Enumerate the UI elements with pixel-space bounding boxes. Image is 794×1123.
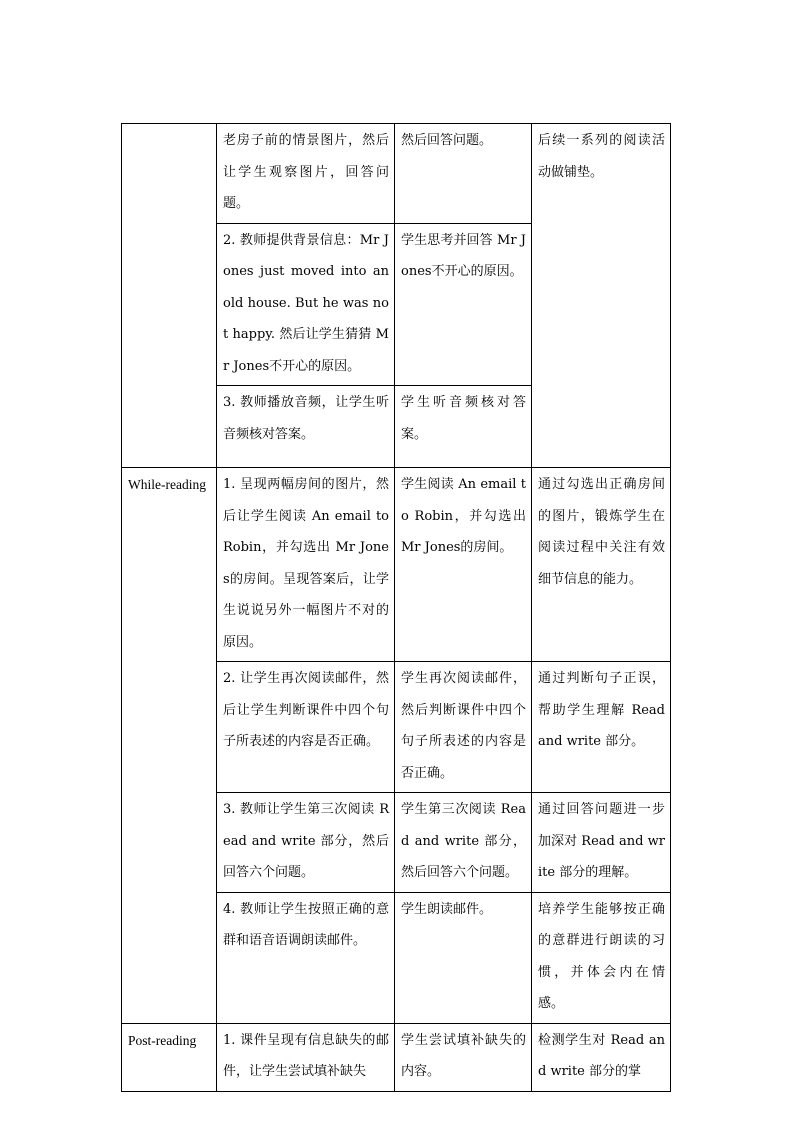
student-activity-cell: 然后回答问题。 <box>395 124 532 224</box>
purpose-cell: 通过回答问题进一步加深对 Read and write 部分的理解。 <box>532 793 671 893</box>
purpose-cell: 后续一系列的阅读活动做铺垫。 <box>532 124 671 468</box>
lesson-plan-table <box>121 123 671 1092</box>
table-row <box>122 124 671 224</box>
student-activity-cell: 学生阅读 An email to Robin，并勾选出 Mr Jones的房间。 <box>395 468 532 662</box>
stage-cell <box>122 124 217 468</box>
purpose-cell: 通过勾选出正确房间的图片，锻炼学生在阅读过程中关注有效细节信息的能力。 <box>532 468 671 662</box>
student-activity-cell: 学生第三次阅读 Read and write 部分，然后回答六个问题。 <box>395 793 532 893</box>
student-activity-cell: 学生尝试填补缺失的内容。 <box>395 1023 532 1091</box>
teacher-activity-cell: 3. 教师让学生第三次阅读 Read and write 部分，然后回答六个问题。 <box>217 793 395 893</box>
teacher-activity-cell: 1. 课件呈现有信息缺失的邮件，让学生尝试填补缺失 <box>217 1023 395 1091</box>
student-activity-cell: 学生朗读邮件。 <box>395 892 532 1023</box>
purpose-cell: 通过判断句子正误，帮助学生理解 Read and write 部分。 <box>532 662 671 793</box>
teacher-activity-cell: 老房子前的情景图片，然后让学生观察图片，回答问题。 <box>217 124 395 224</box>
teacher-activity-cell: 4. 教师让学生按照正确的意群和语音语调朗读邮件。 <box>217 892 395 1023</box>
table-row <box>122 1023 671 1091</box>
student-activity-cell: 学生听音频核对答案。 <box>395 386 532 468</box>
table-row <box>122 468 671 662</box>
student-activity-cell: 学生再次阅读邮件，然后判断课件中四个句子所表述的内容是否正确。 <box>395 662 532 793</box>
teacher-activity-cell: 2. 教师提供背景信息：Mr Jones just moved into an old house. But he was not happy. 然后让学生猜猜 Mr Jones不开心的原因。 <box>217 223 395 386</box>
stage-cell: While-reading <box>122 468 217 1024</box>
purpose-cell: 检测学生对 Read and write 部分的掌 <box>532 1023 671 1091</box>
teacher-activity-cell: 2. 让学生再次阅读邮件，然后让学生判断课件中四个句子所表述的内容是否正确。 <box>217 662 395 793</box>
teacher-activity-cell: 1. 呈现两幅房间的图片，然后让学生阅读 An email to Robin，并勾选出 Mr Jones的房间。呈现答案后，让学生说说另外一幅图片不对的原因。 <box>217 468 395 662</box>
student-activity-cell: 学生思考并回答 Mr Jones不开心的原因。 <box>395 223 532 386</box>
purpose-cell: 培养学生能够按正确的意群进行朗读的习惯，并体会内在情感。 <box>532 892 671 1023</box>
stage-cell: Post-reading <box>122 1023 217 1091</box>
teacher-activity-cell: 3. 教师播放音频，让学生听音频核对答案。 <box>217 386 395 468</box>
